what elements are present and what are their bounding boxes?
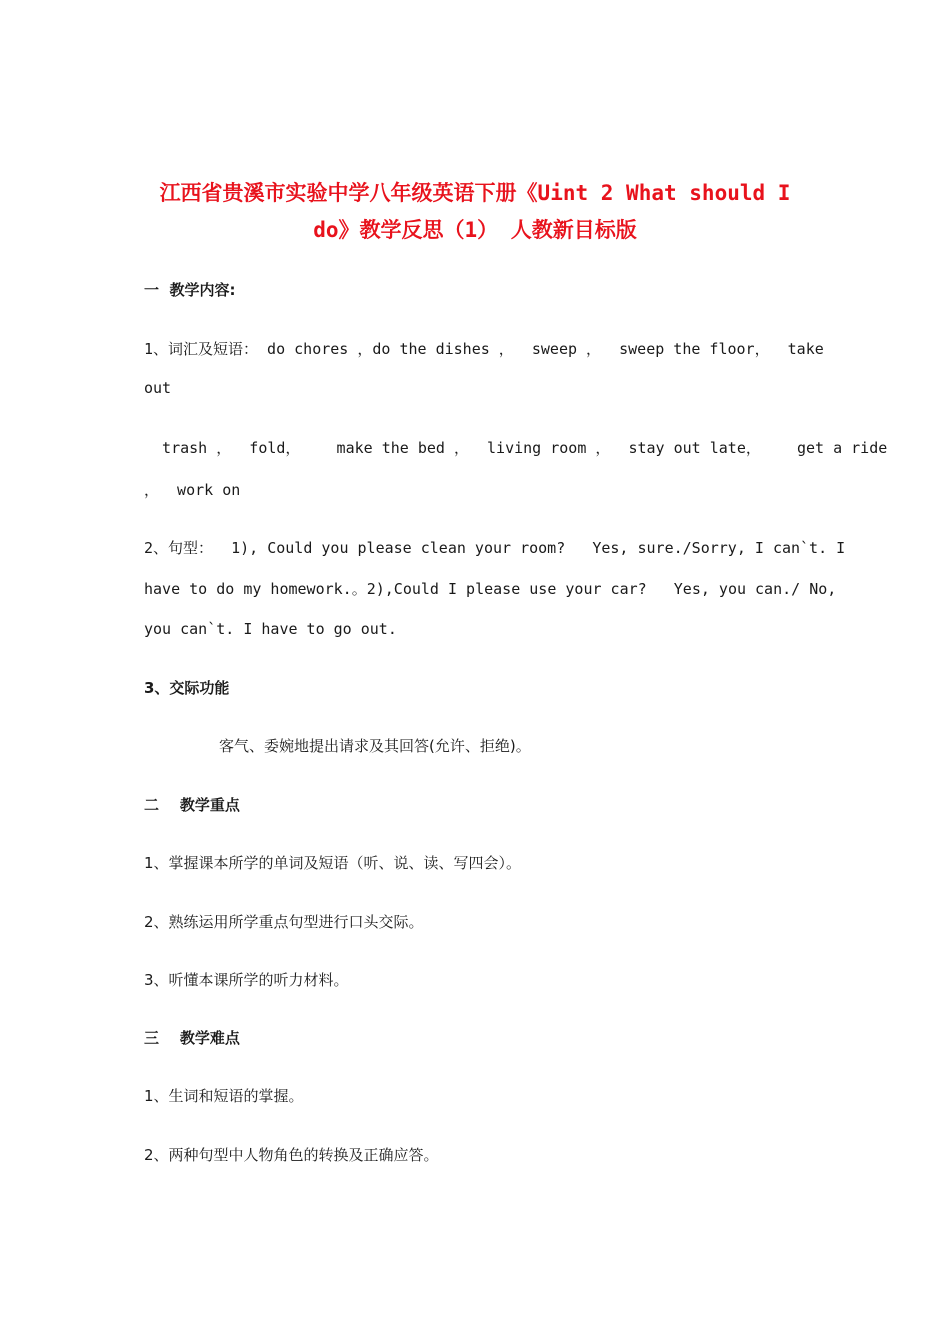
pattern-line-2: have to do my homework.。2),Could I please use your car? Yes, you can./ No, [144,580,837,598]
vocab-line-1: 1、词汇及短语： do chores ，do the dishes ， sweep ， sweep the floor， take [144,340,824,358]
pattern-line-1: 2、句型： 1), Could you please clean your room? Yes, sure./Sorry, I can`t. I [144,539,846,557]
title-line-2: do》教学反思（1） 人教新目标版 [313,218,637,242]
vocab-line-2: out [144,379,172,397]
section-1-heading: 一 教学内容: [144,281,236,299]
function-text: 客气、委婉地提出请求及其回答(允许、拒绝)。 [219,737,531,755]
key-point-item: 3、听懂本课所学的听力材料。 [144,971,349,989]
key-point-item: 2、熟练运用所学重点句型进行口头交际。 [144,913,424,931]
document-title [140,175,810,249]
section-2-heading: 二 教学重点 [144,796,240,814]
difficulty-item: 1、生词和短语的掌握。 [144,1087,304,1105]
title-line-1: 江西省贵溪市实验中学八年级英语下册《Uint 2 What should I [159,181,791,205]
difficulty-item: 2、两种句型中人物角色的转换及正确应答。 [144,1146,439,1164]
function-heading: 3、交际功能 [144,679,230,697]
section-3-heading: 三 教学难点 [144,1029,240,1047]
key-point-item: 1、掌握课本所学的单词及短语（听、说、读、写四会）。 [144,854,522,872]
pattern-line-3: you can`t. I have to go out. [144,620,397,638]
vocab-line-3: trash ， fold， make the bed ， living room ， stay out late， get a ride [144,439,888,457]
vocab-line-4: ， work on [144,481,241,499]
